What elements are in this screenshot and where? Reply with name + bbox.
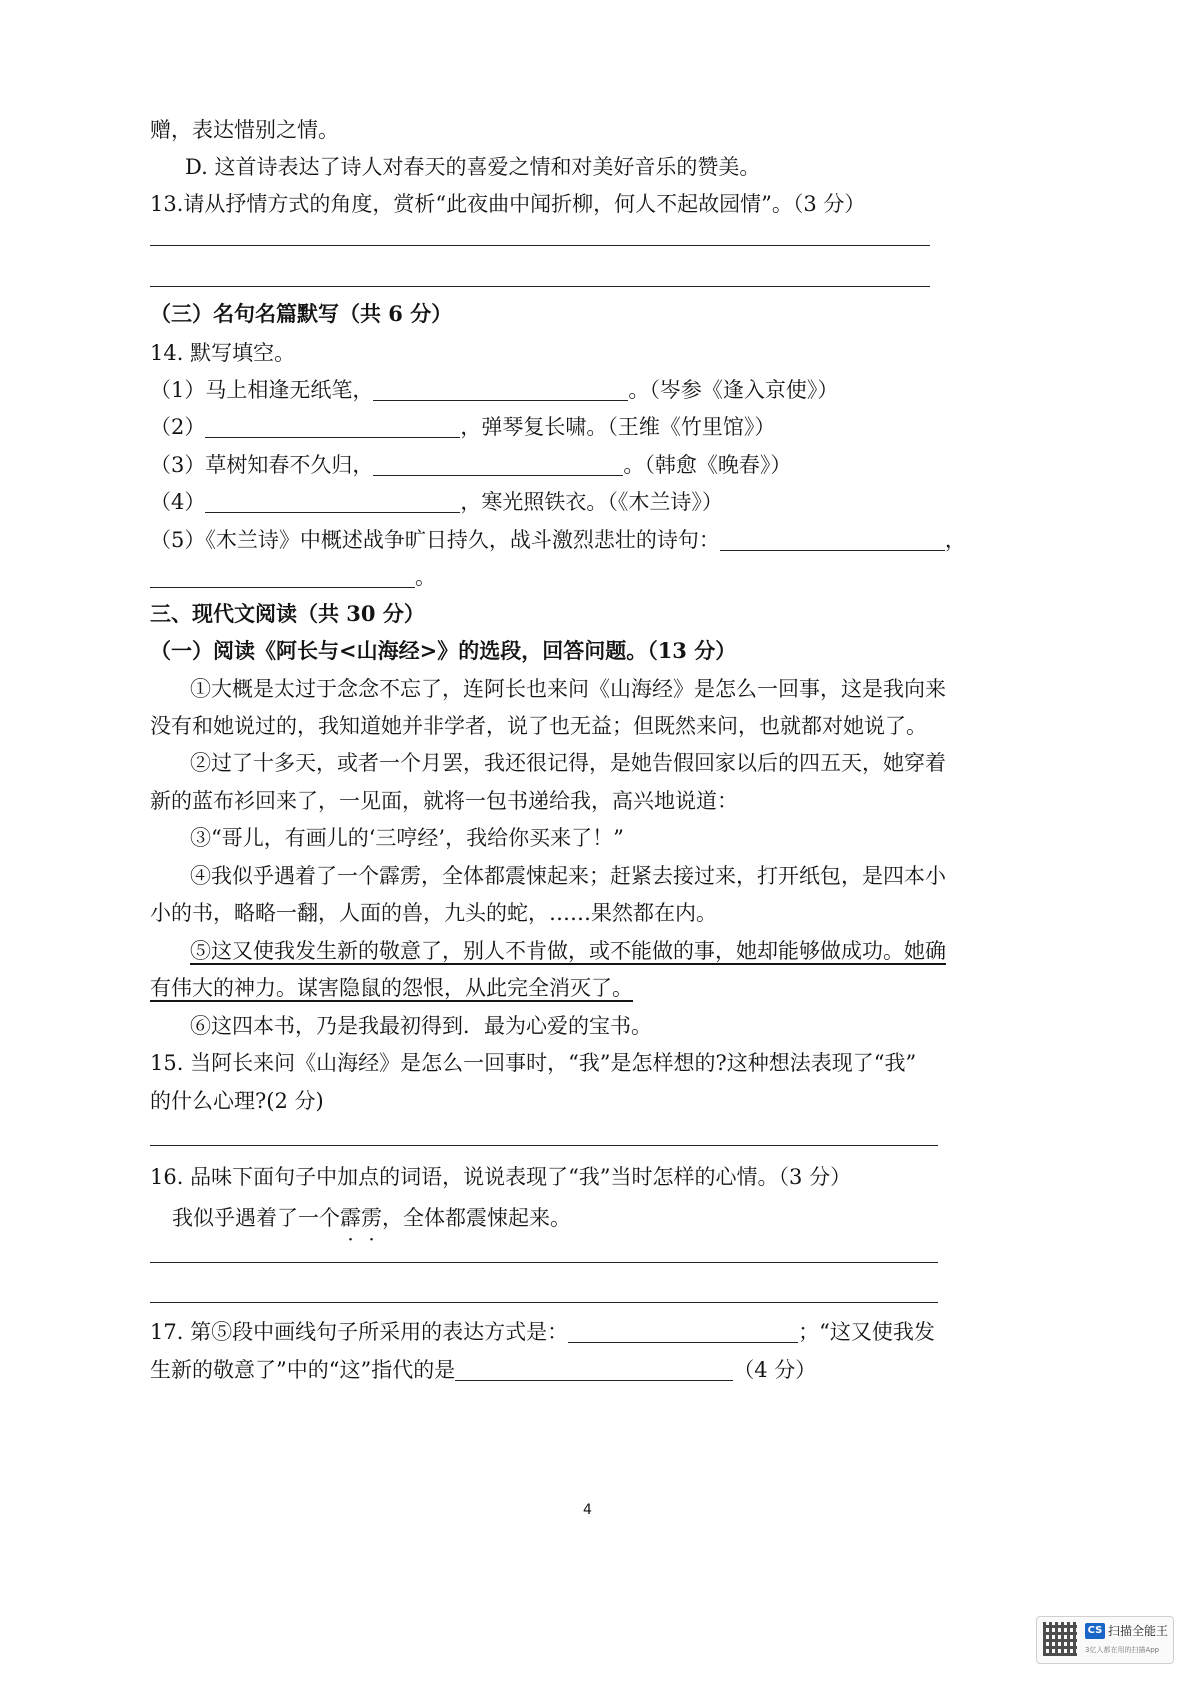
passage-para-1: ①大概是太过于念念不忘了，连阿长也来问《山海经》是怎么一回事，这是我向来 <box>190 677 946 701</box>
passage-para-4-cont: 小的书，略略一翻，人面的兽，九头的蛇，……果然都在内。 <box>150 901 717 925</box>
fill-blank[interactable] <box>373 453 623 476</box>
question-13: 13.请从抒情方式的角度，赏析“此夜曲中闻折柳，何人不起故园情”。（3 分） <box>150 192 866 216</box>
fill-item-3 <box>150 451 791 479</box>
answer-line[interactable] <box>150 1145 938 1146</box>
watermark-app-name: 扫描全能王 <box>1108 1624 1169 1638</box>
fill-blank[interactable] <box>150 565 415 588</box>
text-line: 赠，表达惜别之情。 <box>150 118 339 142</box>
fill-blank[interactable] <box>568 1320 798 1343</box>
fill-item-4 <box>150 488 723 516</box>
passage-para-1-cont: 没有和她说过的，我知道她并非学者，说了也无益；但既然来问，也就都对她说了。 <box>150 714 927 738</box>
question-text: 生新的敬意了”中的“这”指代的是 <box>150 1358 456 1382</box>
passage-para-2: ②过了十多天，或者一个月罢，我还很记得，是她告假回家以后的四五天，她穿着 <box>190 751 946 775</box>
fill-item-1 <box>150 376 838 404</box>
page-number: 4 <box>583 1502 592 1518</box>
question-17 <box>150 1318 935 1346</box>
part-heading: 三、现代文阅读（共 30 分） <box>150 601 425 626</box>
answer-line[interactable] <box>150 245 930 246</box>
fill-item-5-cont <box>150 563 436 591</box>
fill-blank[interactable] <box>455 1358 733 1381</box>
question-15-cont: 的什么心理?(2 分) <box>150 1089 324 1113</box>
passage-para-5-underlined-cont: 有伟大的神力。谋害隐鼠的怨恨，从此完全消灭了。 <box>150 976 633 1000</box>
passage-para-2-cont: 新的蓝布衫回来了，一见面，就将一包书递给我，高兴地说道： <box>150 789 738 813</box>
question-15: 15. 当阿长来问《山海经》是怎么一回事时，“我”是怎样想的?这种想法表现了“我” <box>150 1051 917 1075</box>
scanner-watermark <box>1036 1616 1174 1664</box>
answer-line[interactable] <box>150 1262 938 1263</box>
sentence-text: ，全体都震悚起来。 <box>382 1206 571 1230</box>
fill-prompt: （5）《木兰诗》中概述战争旷日持久，战斗激烈悲壮的诗句： <box>150 528 720 552</box>
quoted-sentence <box>172 1204 571 1232</box>
question-text: ；“这又使我发 <box>798 1320 935 1344</box>
passage-para-3: ③“哥儿，有画儿的‘三哼经’，我给你买来了！” <box>190 826 624 850</box>
fill-source: 。（韩愈《晚春》） <box>623 453 792 477</box>
qr-code-icon <box>1043 1622 1077 1656</box>
reading-heading: （一）阅读《阿长与<山海经>》的选段，回答问题。（13 分） <box>150 638 737 663</box>
dotted-char: 雳 <box>361 1206 382 1230</box>
question-14: 14. 默写填空。 <box>150 341 296 365</box>
fill-comma: ， <box>944 528 966 552</box>
fill-source: ，寒光照铁衣。（《木兰诗》） <box>460 490 723 514</box>
fill-source: 。（岑参《逢入京使》） <box>628 378 839 402</box>
fill-prompt: （1）马上相逢无纸笔， <box>150 378 374 402</box>
camscanner-logo-icon: CS <box>1085 1623 1105 1639</box>
question-text: （4 分） <box>733 1358 817 1382</box>
passage-para-4: ④我似乎遇着了一个霹雳，全体都震悚起来；赶紧去接过来，打开纸包，是四本小 <box>190 864 946 888</box>
fill-blank[interactable] <box>373 378 628 401</box>
passage-para-6: ⑥这四本书，乃是我最初得到．最为心爱的宝书。 <box>190 1014 652 1038</box>
fill-blank[interactable] <box>205 490 460 513</box>
fill-source: ，弹琴复长啸。（王维《竹里馆》） <box>460 415 776 439</box>
fill-item-5 <box>150 526 966 554</box>
option-d: D. 这首诗表达了诗人对春天的喜爱之情和对美好音乐的赞美。 <box>185 155 761 179</box>
fill-blank[interactable] <box>720 528 945 551</box>
fill-blank[interactable] <box>205 415 460 438</box>
fill-prompt: （2） <box>150 415 206 439</box>
section-heading: （三）名句名篇默写（共 6 分） <box>150 301 453 326</box>
passage-para-5-underlined: ⑤这又使我发生新的敬意了，别人不肯做，或不能做的事，她却能够做成功。她确 <box>190 939 946 963</box>
question-17-cont <box>150 1356 816 1384</box>
fill-period: 。 <box>415 565 436 589</box>
answer-line[interactable] <box>150 1302 938 1303</box>
fill-prompt: （3）草树知春不久归， <box>150 453 374 477</box>
fill-prompt: （4） <box>150 490 206 514</box>
answer-line[interactable] <box>150 286 930 287</box>
fill-item-2 <box>150 413 775 441</box>
question-text: 17. 第⑤段中画线句子所采用的表达方式是： <box>150 1320 569 1344</box>
dotted-char: 霹 <box>340 1206 361 1230</box>
watermark-tagline: 3亿人都在用的扫描App <box>1085 1646 1160 1654</box>
sentence-text: 我似乎遇着了一个 <box>172 1206 340 1230</box>
question-16: 16. 品味下面句子中加点的词语，说说表现了“我”当时怎样的心情。（3 分） <box>150 1165 852 1189</box>
